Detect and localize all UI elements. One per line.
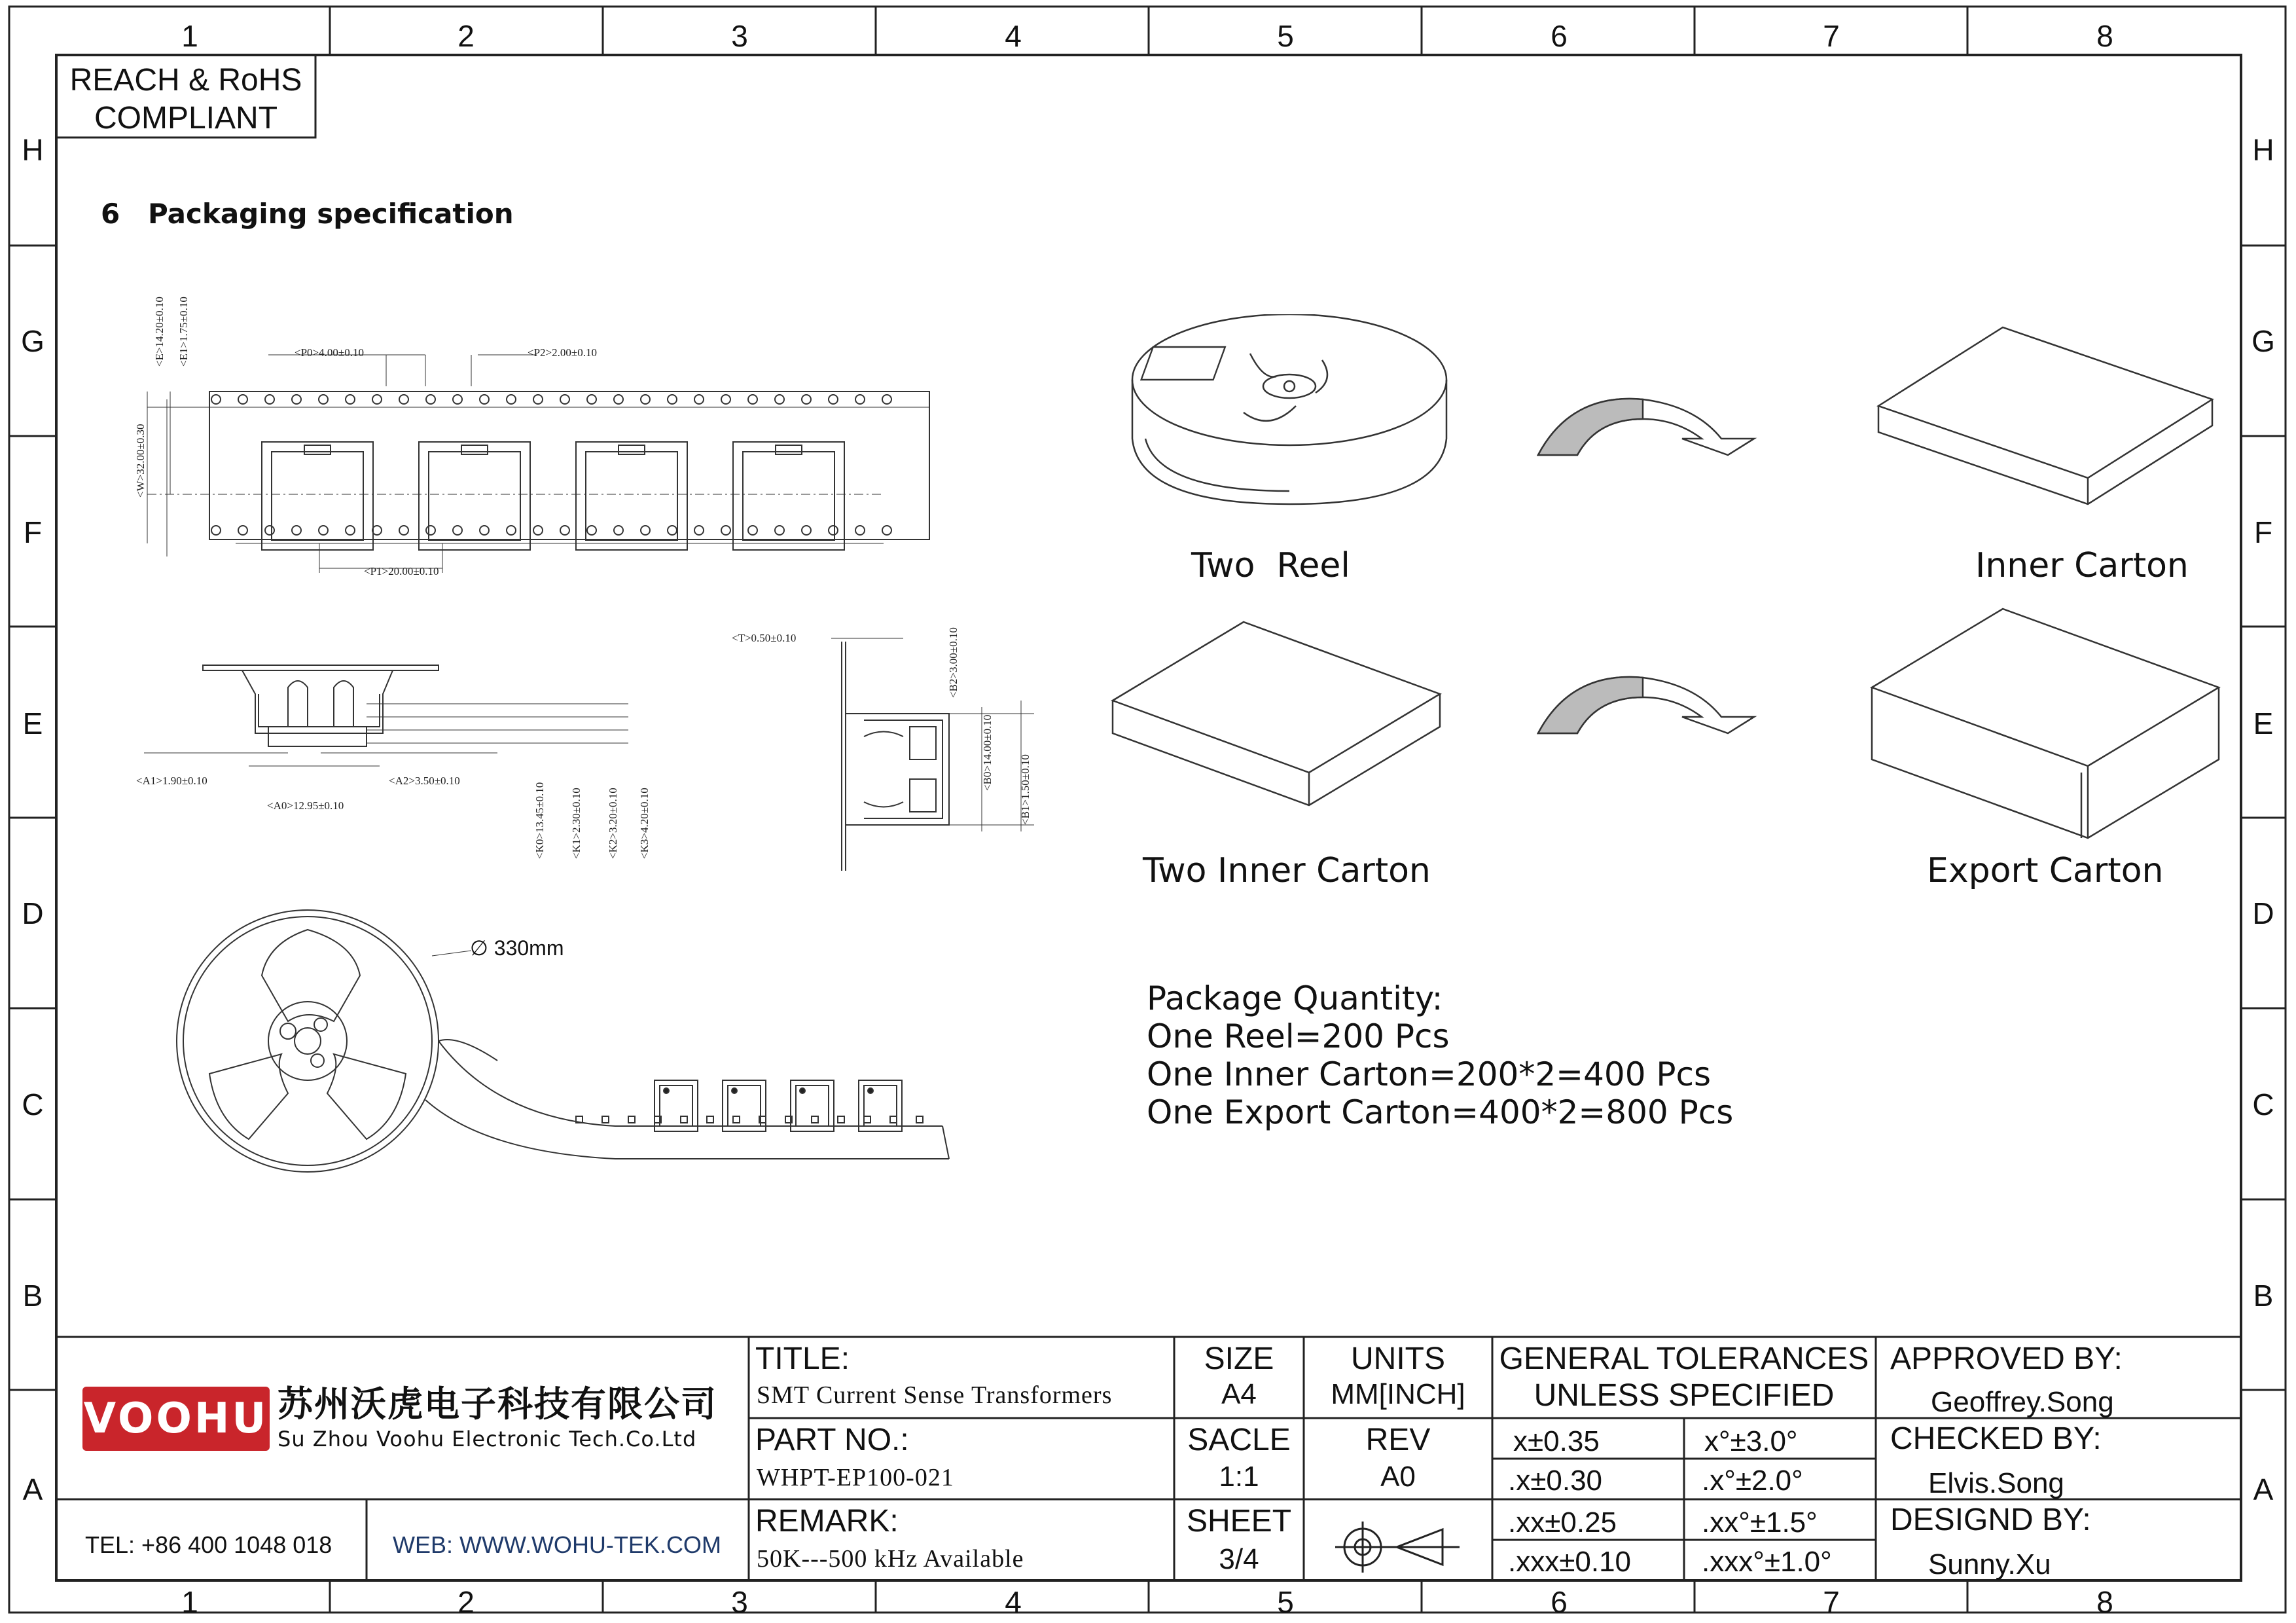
dim-b2: <B2>3.00±0.10 — [947, 627, 960, 698]
tolerance-angular: .xxx°±1.0° — [1702, 1546, 1832, 1578]
quantity-export: One Export Carton=400*2=800 Pcs — [1147, 1093, 1734, 1131]
tape-hole — [733, 1116, 740, 1123]
section-title: Packaging specification — [148, 198, 514, 230]
pin1-dot — [732, 1088, 737, 1093]
export-carton-icon — [1872, 609, 2219, 838]
sprocket-hole — [775, 395, 784, 404]
tolerance-angular: .xx°±1.5° — [1702, 1506, 1818, 1539]
tape-hole — [916, 1116, 923, 1123]
size-label: SIZE — [1204, 1341, 1274, 1376]
column-label: 5 — [1277, 1585, 1294, 1619]
row-label: C — [2252, 1087, 2274, 1122]
sprocket-hole — [855, 395, 865, 404]
row-label: E — [2253, 706, 2274, 740]
sprocket-hole — [587, 395, 596, 404]
row-label: E — [22, 706, 43, 740]
row-label: H — [2252, 133, 2274, 167]
reel-caption: Two Reel — [1191, 546, 1350, 585]
component-in-tape — [859, 1080, 902, 1131]
column-label: 3 — [731, 1585, 748, 1619]
packaging-flow-illustration — [1100, 314, 2278, 903]
tape-end-view — [825, 629, 1060, 877]
rev-value: A0 — [1380, 1461, 1416, 1493]
tape-hole — [838, 1116, 844, 1123]
sprocket-hole — [694, 395, 704, 404]
sprocket-hole — [802, 526, 811, 535]
scale-label: SACLE — [1187, 1423, 1291, 1457]
row-label: G — [21, 324, 45, 358]
quantity-heading: Package Quantity: — [1147, 979, 1443, 1017]
tape-dim-lines — [151, 340, 543, 576]
designed-value: Sunny.Xu — [1928, 1548, 2051, 1580]
tape-hole — [812, 1116, 818, 1123]
two-inner-carton-icon — [1113, 622, 1440, 805]
sprocket-hole — [802, 395, 811, 404]
row-label: B — [2253, 1279, 2274, 1313]
column-label: 4 — [1005, 19, 1022, 53]
row-label: A — [2253, 1472, 2274, 1506]
tape-hole — [602, 1116, 609, 1123]
column-label: 1 — [181, 1585, 198, 1619]
component-in-tape — [723, 1080, 766, 1131]
part-label: PART NO.: — [755, 1423, 909, 1457]
reel-drawing — [157, 903, 1008, 1192]
column-label: 6 — [1551, 19, 1568, 53]
dim-b1: <B1>1.50±0.10 — [1019, 754, 1031, 825]
row-label: B — [22, 1279, 43, 1313]
arrow-icon-bottom — [1538, 677, 1754, 733]
tape-hole — [707, 1116, 713, 1123]
reel-icon — [1132, 314, 1446, 504]
tape-hole — [681, 1116, 687, 1123]
row-label: C — [22, 1087, 44, 1122]
sprocket-hole — [882, 395, 891, 404]
compliance-line-2: COMPLIANT — [94, 101, 278, 136]
diameter-icon: ∅ — [470, 936, 494, 960]
quantity-reel: One Reel=200 Pcs — [1147, 1017, 1450, 1055]
company-tel: TEL: +86 400 1048 018 — [85, 1531, 332, 1558]
column-label: 6 — [1551, 1585, 1568, 1619]
component-in-tape — [655, 1080, 698, 1131]
package-quantity — [1147, 979, 1733, 1131]
dim-b0: <B0>14.00±0.10 — [981, 714, 994, 791]
row-label: D — [22, 896, 44, 930]
sprocket-hole — [694, 526, 704, 535]
dim-a1: <A1>1.90±0.10 — [136, 775, 207, 787]
inner-carton-icon — [1878, 327, 2212, 504]
column-label: 7 — [1823, 1585, 1840, 1619]
company-name-cn: 苏州沃虎电子科技有限公司 — [278, 1383, 717, 1425]
tolerance-angular: .x°±2.0° — [1702, 1465, 1803, 1497]
remark-label: REMARK: — [755, 1504, 899, 1539]
company-name-en: Su Zhou Voohu Electronic Tech.Co.Ltd — [278, 1427, 697, 1451]
sprocket-hole — [882, 526, 891, 535]
carrier-pocket-inner — [586, 452, 677, 540]
tolerance-linear: .xx±0.25 — [1508, 1506, 1617, 1539]
tolerance-linear: x±0.35 — [1513, 1425, 1600, 1457]
row-label: F — [23, 515, 43, 549]
inner-carton-caption: Inner Carton — [1975, 546, 2189, 585]
projection-symbol-icon — [1331, 1518, 1462, 1577]
dim-k3: <K3>4.20±0.10 — [638, 788, 651, 859]
section-number: 6 — [101, 198, 120, 230]
row-label: D — [2252, 896, 2274, 930]
sprocket-hole — [668, 526, 677, 535]
compliance-line-1: REACH & RoHS — [69, 63, 302, 98]
reel-diameter — [470, 938, 564, 958]
export-carton-caption: Export Carton — [1927, 851, 2164, 890]
arrow-icon-top — [1538, 399, 1754, 455]
sheet-value: 3/4 — [1219, 1543, 1259, 1575]
checked-label: CHECKED BY: — [1890, 1421, 2102, 1456]
sprocket-hole — [721, 526, 730, 535]
column-label: 1 — [181, 19, 198, 53]
dim-p1: <P1>20.00±0.10 — [364, 565, 439, 577]
dim-e1: <E1>1.75±0.10 — [177, 297, 190, 367]
company-web: WEB: WWW.WOHU-TEK.COM — [393, 1531, 721, 1558]
dim-a0: <A0>12.95±0.10 — [267, 799, 344, 812]
tape-hole — [890, 1116, 897, 1123]
logo-text: VOOHU — [83, 1395, 269, 1443]
dim-e: <E>14.20±0.10 — [153, 297, 166, 367]
units-label: UNITS — [1351, 1341, 1445, 1376]
dim-t: <T>0.50±0.10 — [732, 632, 797, 644]
pin1-dot — [800, 1088, 805, 1093]
rev-label: REV — [1365, 1423, 1431, 1457]
row-label: H — [22, 133, 44, 167]
sprocket-hole — [614, 395, 623, 404]
column-label: 4 — [1005, 1585, 1022, 1619]
compliance-box — [56, 62, 315, 137]
dim-k2: <K2>3.20±0.10 — [607, 788, 619, 859]
sprocket-hole — [641, 526, 650, 535]
column-label: 8 — [2096, 1585, 2113, 1619]
tolerance-angular: x°±3.0° — [1704, 1425, 1798, 1457]
tape-hole — [864, 1116, 870, 1123]
checked-value: Elvis.Song — [1928, 1467, 2064, 1499]
sprocket-hole — [855, 526, 865, 535]
dim-p2: <P2>2.00±0.10 — [528, 346, 597, 359]
carrier-pocket — [576, 442, 687, 550]
designed-label: DESIGND BY: — [1890, 1503, 2091, 1537]
dim-k1: <K1>2.30±0.10 — [570, 788, 583, 859]
carrier-pocket-tab — [776, 445, 802, 454]
sprocket-hole — [560, 395, 569, 404]
sheet-label: SHEET — [1186, 1504, 1292, 1539]
tolerance-heading-2: UNLESS SPECIFIED — [1534, 1378, 1835, 1413]
tolerance-linear: .x±0.30 — [1508, 1465, 1603, 1497]
units-value: MM[INCH] — [1331, 1378, 1465, 1410]
approved-label: APPROVED BY: — [1890, 1341, 2123, 1376]
sprocket-hole — [587, 526, 596, 535]
dim-p0: <P0>4.00±0.10 — [295, 346, 364, 359]
two-inner-carton-caption: Two Inner Carton — [1143, 851, 1431, 890]
column-label: 2 — [457, 1585, 475, 1619]
approved-value: Geoffrey.Song — [1931, 1386, 2114, 1418]
sprocket-hole — [748, 395, 757, 404]
row-label: A — [22, 1472, 43, 1506]
part-value: WHPT-EP100-021 — [757, 1464, 954, 1491]
pin1-dot — [868, 1088, 873, 1093]
title-label: TITLE: — [755, 1341, 850, 1376]
column-label: 3 — [731, 19, 748, 53]
sprocket-hole — [668, 395, 677, 404]
quantity-inner: One Inner Carton=200*2=400 Pcs — [1147, 1055, 1712, 1093]
tolerance-linear: .xxx±0.10 — [1508, 1546, 1632, 1578]
sprocket-hole — [721, 395, 730, 404]
title-value: SMT Current Sense Transformers — [757, 1381, 1113, 1409]
sprocket-hole — [748, 526, 757, 535]
reel-diameter-value: 330mm — [493, 936, 564, 960]
sprocket-hole — [829, 526, 838, 535]
dim-a2: <A2>3.50±0.10 — [389, 775, 460, 787]
size-value: A4 — [1221, 1378, 1257, 1410]
sprocket-hole — [641, 395, 650, 404]
sprocket-hole — [829, 395, 838, 404]
tape-hole — [628, 1116, 635, 1123]
remark-value: 50K---500 kHz Available — [757, 1545, 1024, 1573]
sprocket-hole — [614, 526, 623, 535]
component-in-tape — [791, 1080, 834, 1131]
scale-value: 1:1 — [1219, 1461, 1259, 1493]
tape-cross-section — [131, 622, 628, 858]
row-label: G — [2251, 324, 2275, 358]
row-label: F — [2253, 515, 2273, 549]
dim-k0: <K0>13.45±0.10 — [533, 782, 546, 859]
pin1-dot — [664, 1088, 669, 1093]
column-label: 8 — [2096, 19, 2113, 53]
company-logo — [82, 1387, 270, 1451]
column-label: 7 — [1823, 19, 1840, 53]
dim-w: <W>32.00±0.30 — [134, 424, 147, 498]
carrier-pocket-tab — [619, 445, 645, 454]
tolerance-heading-1: GENERAL TOLERANCES — [1499, 1341, 1869, 1376]
column-label: 5 — [1277, 19, 1294, 53]
sprocket-hole — [775, 526, 784, 535]
column-label: 2 — [457, 19, 475, 53]
sprocket-hole — [560, 526, 569, 535]
